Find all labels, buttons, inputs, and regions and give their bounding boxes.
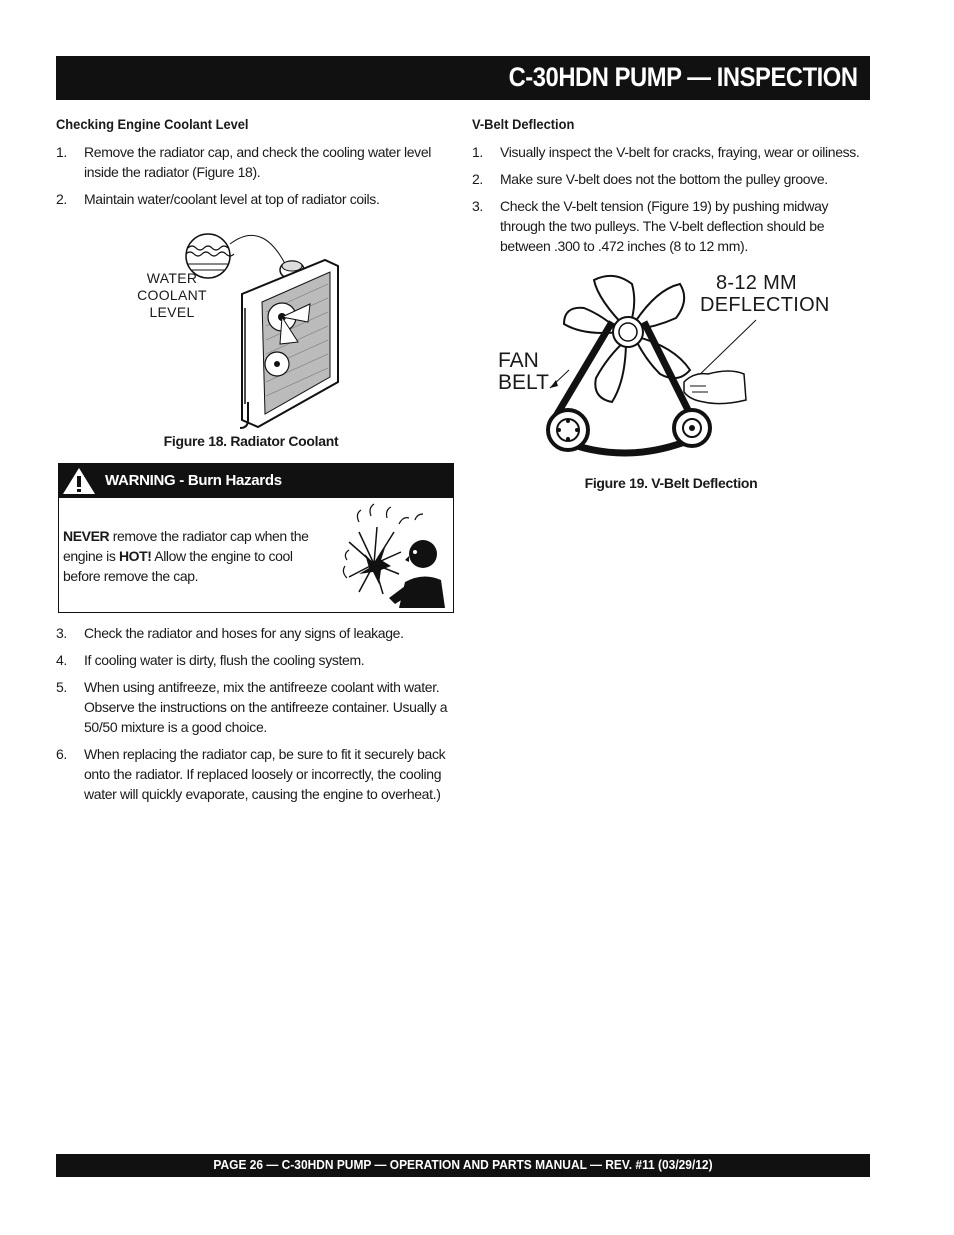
left-column — [56, 114, 456, 216]
warning-text: NEVER remove the radiator cap when the engine is HOT! Allow the engine to cool before remove the cap. — [63, 528, 309, 584]
warning-triangle-icon — [62, 467, 96, 495]
right-column — [472, 114, 872, 263]
coolant-steps-a — [56, 142, 456, 209]
list-item: 5. When using antifreeze, mix the antifreeze coolant with water. Observe the instructions on the antifreeze container. Usually a 50/50 mixture is a good choice. — [56, 679, 448, 735]
left-column-continued — [56, 623, 456, 811]
page-footer — [56, 1154, 870, 1177]
radiator-illustration — [120, 222, 360, 432]
coolant-steps-b — [56, 623, 456, 804]
warning-box — [58, 463, 454, 613]
list-item: 1. Remove the radiator cap, and check the cooling water level inside the radiator (Figure 18). — [56, 144, 432, 180]
page-header — [56, 56, 870, 100]
figure-vbelt — [494, 270, 854, 465]
deflection-label: 8-12 MM DEFLECTION — [700, 272, 830, 316]
list-item: 2. Maintain water/coolant level at top of radiator coils. — [56, 191, 380, 207]
warning-header — [59, 464, 453, 498]
list-item: 6. When replacing the radiator cap, be sure to fit it securely back onto the radiator. If replaced loosely or incorrectly, the cooling water will quickly evaporate, causing the engine to overheat.) — [56, 746, 446, 802]
section-heading-vbelt: V-Belt Deflection — [472, 116, 575, 132]
warning-title: WARNING - Burn Hazards — [105, 472, 282, 489]
list-item: 2. Make sure V-belt does not the bottom the pulley groove. — [472, 171, 828, 187]
water-coolant-level-label: WATER COOLANT LEVEL — [137, 270, 207, 320]
section-heading-coolant: Checking Engine Coolant Level — [56, 116, 249, 132]
page-title: C-30HDN PUMP — INSPECTION — [509, 62, 858, 92]
burn-hazard-icon — [339, 502, 447, 608]
list-item: 1. Visually inspect the V-belt for cracks, fraying, wear or oiliness. — [472, 144, 860, 160]
list-item: 3. Check the V-belt tension (Figure 19) by pushing midway through the two pulleys. The V-belt deflection should be between .300 to .472 inches (8 to 12 mm). — [472, 198, 829, 254]
footer-text: PAGE 26 — C-30HDN PUMP — OPERATION AND PARTS MANUAL — REV. #11 (03/29/12) — [213, 1157, 713, 1172]
fan-belt-label: FAN BELT — [498, 349, 549, 394]
list-item: 4. If cooling water is dirty, flush the cooling system. — [56, 652, 365, 668]
figure-19-caption: Figure 19. V-Belt Deflection — [584, 475, 758, 491]
vbelt-steps — [472, 142, 872, 256]
figure-18-caption: Figure 18. Radiator Coolant — [163, 433, 339, 449]
list-item: 3. Check the radiator and hoses for any signs of leakage. — [56, 625, 404, 641]
figure-radiator — [120, 222, 360, 432]
